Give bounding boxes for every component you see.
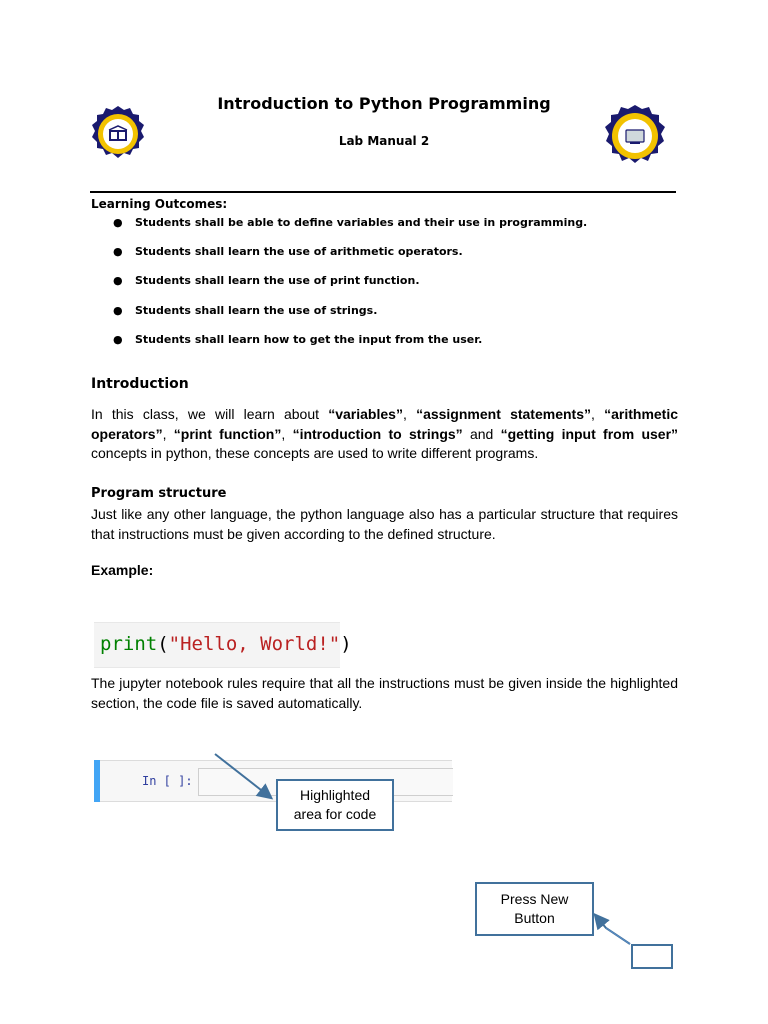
jupyter-paragraph: The jupyter notebook rules require that all the instructions must be given inside the highlighted section, the code file is saved automatically. <box>91 675 678 711</box>
header-divider <box>90 191 676 193</box>
introduction-heading: Introduction <box>91 376 189 392</box>
outcome-item <box>113 245 463 258</box>
program-structure-heading: Program structure <box>91 486 227 501</box>
highlighted-area-callout: Highlighted area for code <box>276 779 394 831</box>
bullet-icon: ● <box>113 304 123 317</box>
outcome-text: Students shall learn how to get the input from the user. <box>135 333 483 346</box>
program-structure-paragraph: Just like any other language, the python language also has a particular structure that requires that instructions must be given according to the defined structure. <box>91 506 678 542</box>
press-new-button-callout: Press New Button <box>475 882 594 936</box>
bullet-icon: ● <box>113 333 123 346</box>
outcome-text: Students shall learn the use of arithmetic operators. <box>135 245 463 258</box>
term-assignment: “assignment statements” <box>416 406 591 422</box>
new-button-marker[interactable] <box>631 944 673 969</box>
example-heading: Example: <box>91 562 154 578</box>
term-input: “getting input from user” <box>500 425 679 442</box>
term-variables: “variables” <box>328 406 403 422</box>
outcome-text: Students shall learn the use of print function. <box>135 274 420 287</box>
introduction-paragraph: In this class, we will learn about “variables”, “assignment statements”, “arithmetic operators”, “print function”, “introduction to strings” and “getting input from user” concepts in python, these concepts are used to write different programs. <box>91 406 679 461</box>
term-arithmetic-2: operators” <box>91 425 163 442</box>
term-strings: “introduction to strings” <box>292 425 463 442</box>
outcome-item <box>113 274 420 287</box>
outcome-text: Students shall be able to define variables and their use in programming. <box>135 216 588 229</box>
learning-outcomes-label: Learning Outcomes: <box>91 197 228 211</box>
outcome-item <box>113 304 377 317</box>
university-logo-left <box>90 104 146 164</box>
jupyter-prompt: In [ ]: <box>142 774 193 788</box>
arrow-to-new-button <box>596 916 630 944</box>
code-example: print("Hello, World!") <box>100 633 352 655</box>
document-title: Introduction to Python Programming <box>217 94 551 113</box>
code-keyword: print <box>100 633 158 655</box>
outcome-text: Students shall learn the use of strings. <box>135 304 378 317</box>
bullet-icon: ● <box>113 245 123 258</box>
term-arithmetic: “arithmetic <box>604 406 679 422</box>
bullet-icon: ● <box>113 216 123 229</box>
term-print: “print function” <box>173 425 282 442</box>
document-subtitle: Lab Manual 2 <box>338 134 430 148</box>
jupyter-cell-selection-bar <box>94 760 100 802</box>
bullet-icon: ● <box>113 274 123 287</box>
code-string: "Hello, World!" <box>168 633 341 655</box>
outcome-item <box>113 216 587 229</box>
outcome-item <box>113 333 482 346</box>
